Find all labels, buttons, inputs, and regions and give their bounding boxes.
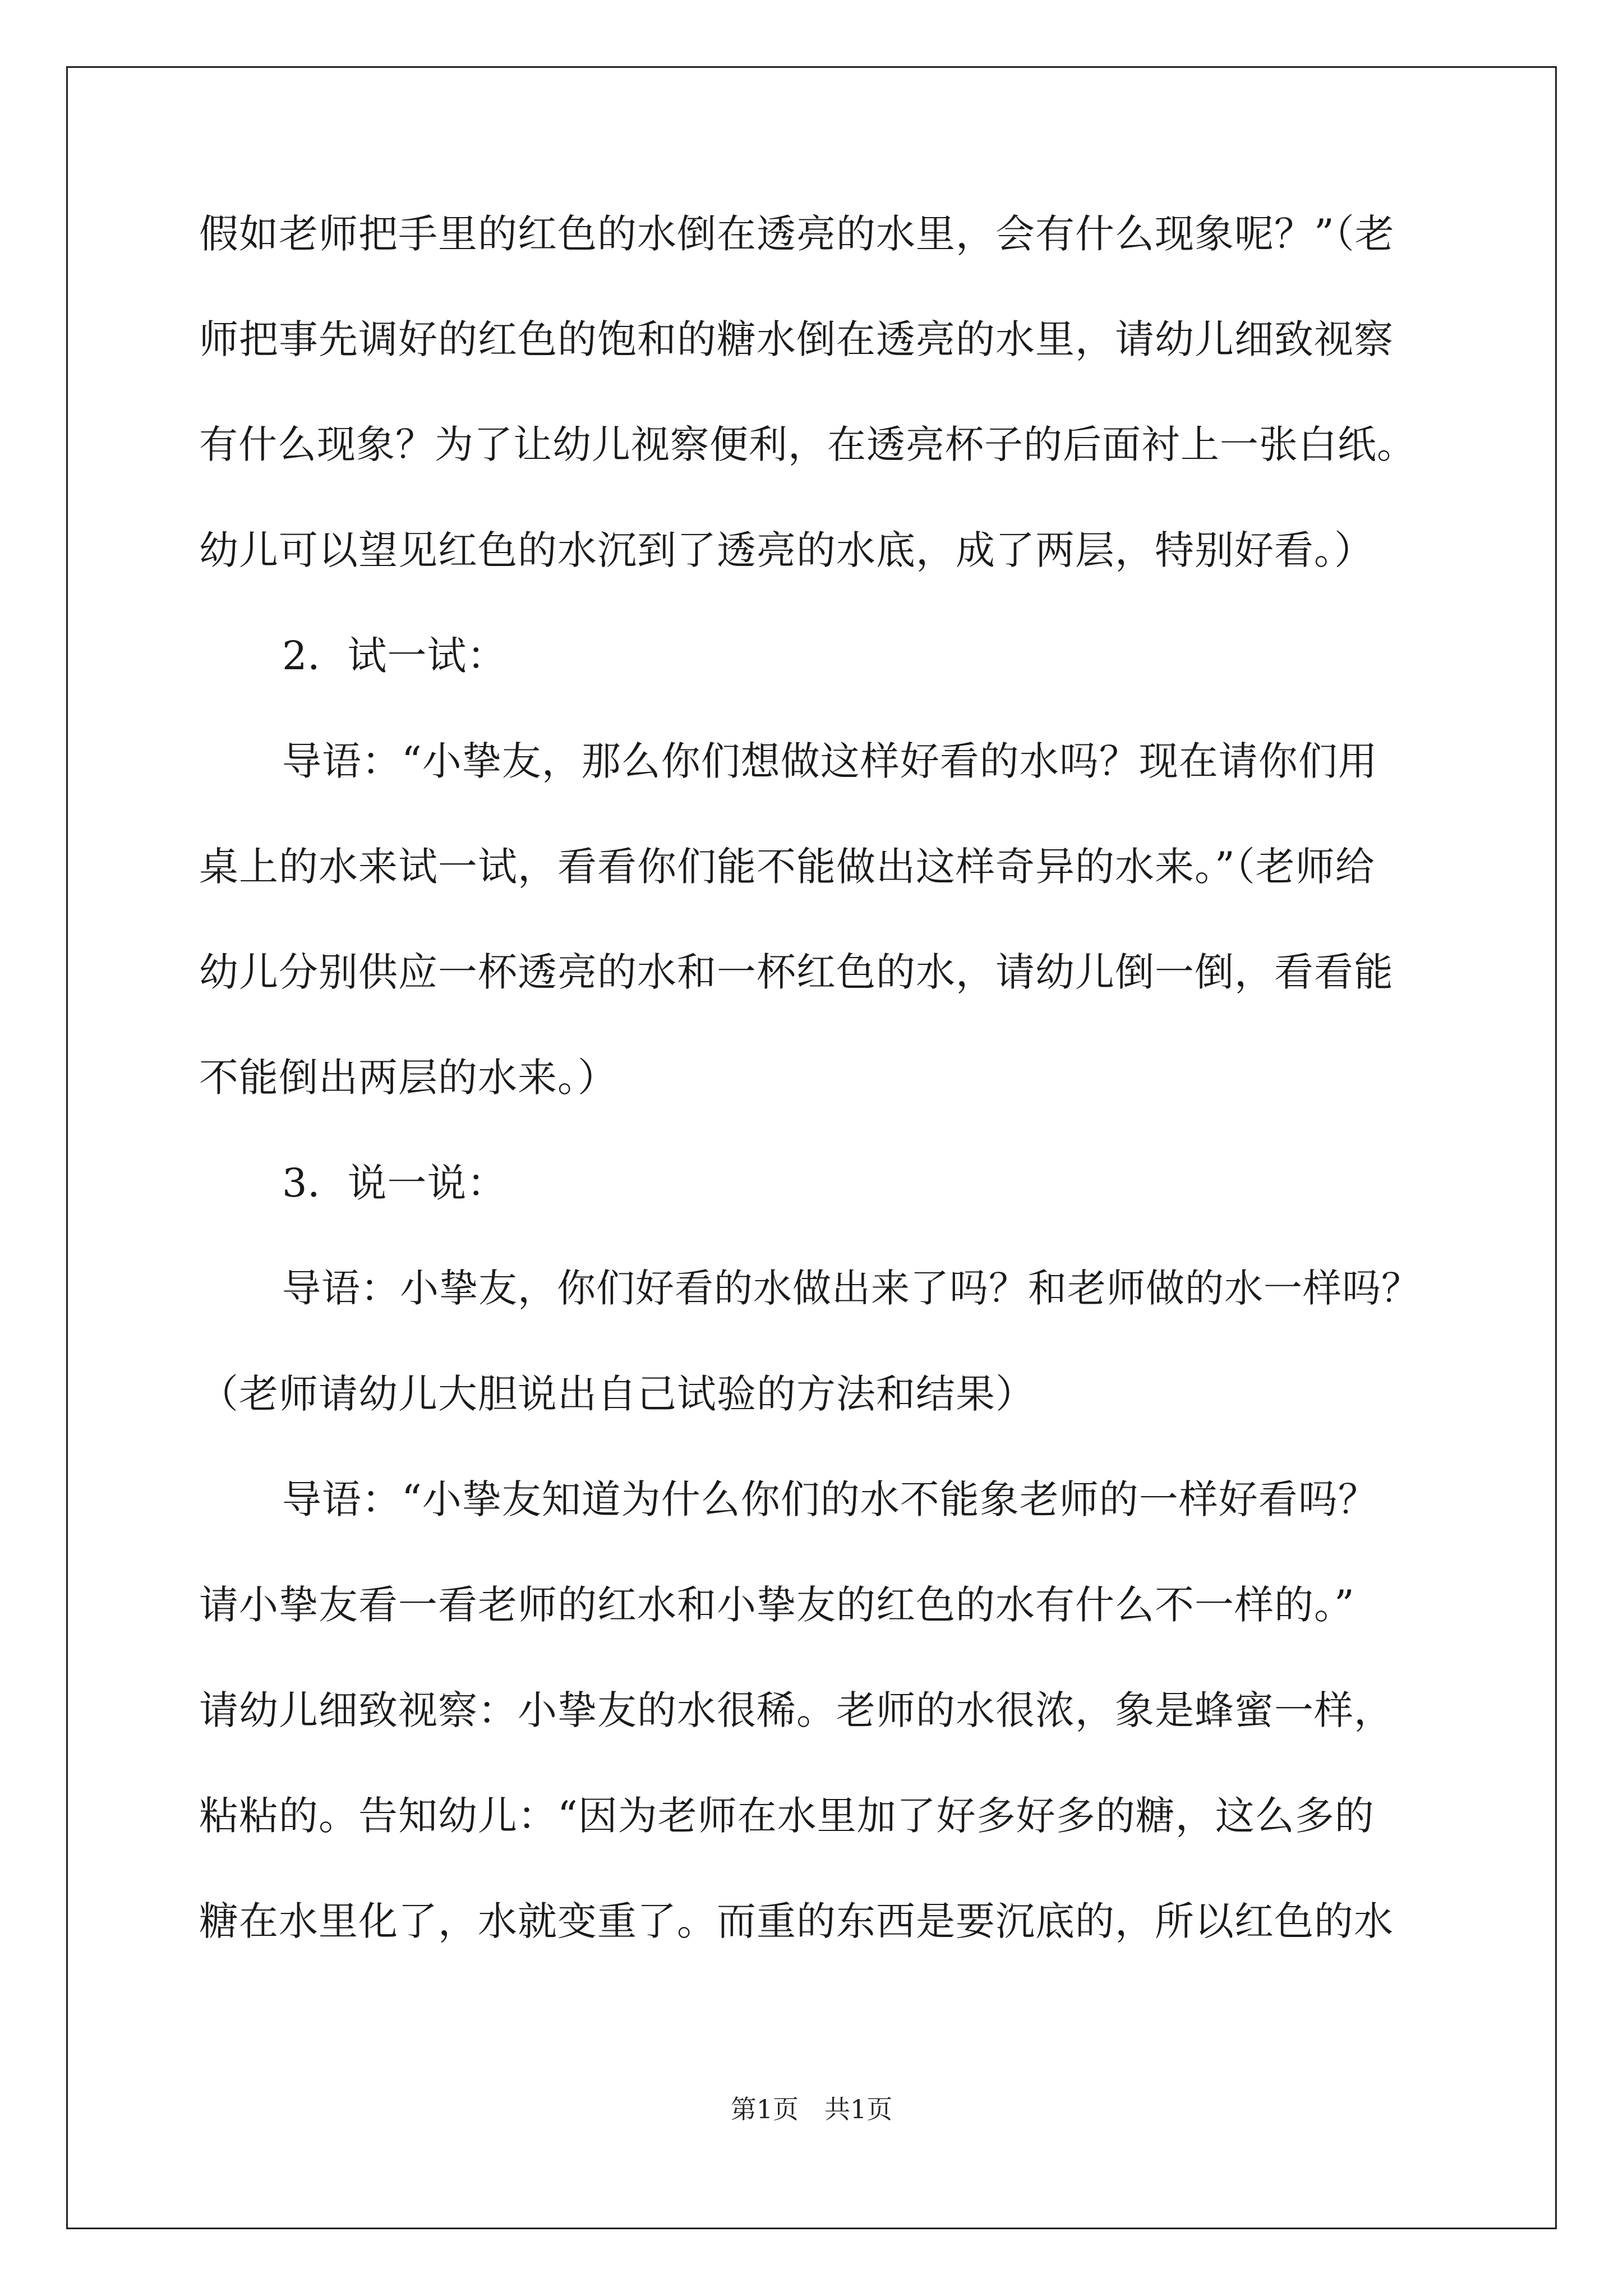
text-line: 导语：小挚友，你们好看的水做出来了吗？和老师做的水一样吗？ <box>282 1266 1421 1311</box>
text-line: （老师请幼儿大胆说出自己试验的方法和结果） <box>199 1371 1035 1417</box>
text-line: 粘粘的。告知幼儿：“因为老师在水里加了好多好多的糖，这么多的 <box>199 1793 1375 1839</box>
text-line: 请小挚友看一看老师的红水和小挚友的红色的水有什么不一样的。” <box>199 1582 1355 1628</box>
text-line: 幼儿分别供应一杯透亮的水和一杯红色的水，请幼儿倒一倒，看看能 <box>199 949 1394 995</box>
section-heading: 2．试一试： <box>282 633 507 679</box>
text-line: 请幼儿细致视察：小挚友的水很稀。老师的水很浓，象是蜂蜜一样， <box>199 1687 1394 1733</box>
page-footer: 第1页 共1页 <box>730 2094 893 2124</box>
text-line: 糖在水里化了，水就变重了。而重的东西是要沉底的，所以红色的水 <box>199 1898 1394 1944</box>
text-line: 幼儿可以望见红色的水沉到了透亮的水底，成了两层，特别好看。） <box>199 527 1374 573</box>
document-body <box>199 208 1427 2000</box>
text-line: 导语：“小挚友，那么你们想做这样好看的水吗？现在请你们用 <box>282 738 1378 784</box>
text-line: 有什么现象？为了让幼儿视察便利，在透亮杯子的后面衬上一张白纸。 <box>199 422 1416 467</box>
text-line: 师把事先调好的红色的饱和的糖水倒在透亮的水里，请幼儿细致视察 <box>199 316 1394 362</box>
text-line: 假如老师把手里的红色的水倒在透亮的水里，会有什么现象呢？”（老 <box>199 211 1395 257</box>
section-heading: 3．说一说： <box>282 1160 507 1206</box>
text-line: 不能倒出两层的水来。） <box>199 1055 617 1101</box>
text-line: 桌上的水来试一试，看看你们能不能做出这样奇异的水来。”（老师给 <box>199 844 1375 890</box>
text-line: 导语：“小挚友知道为什么你们的水不能象老师的一样好看吗？ <box>282 1476 1378 1522</box>
